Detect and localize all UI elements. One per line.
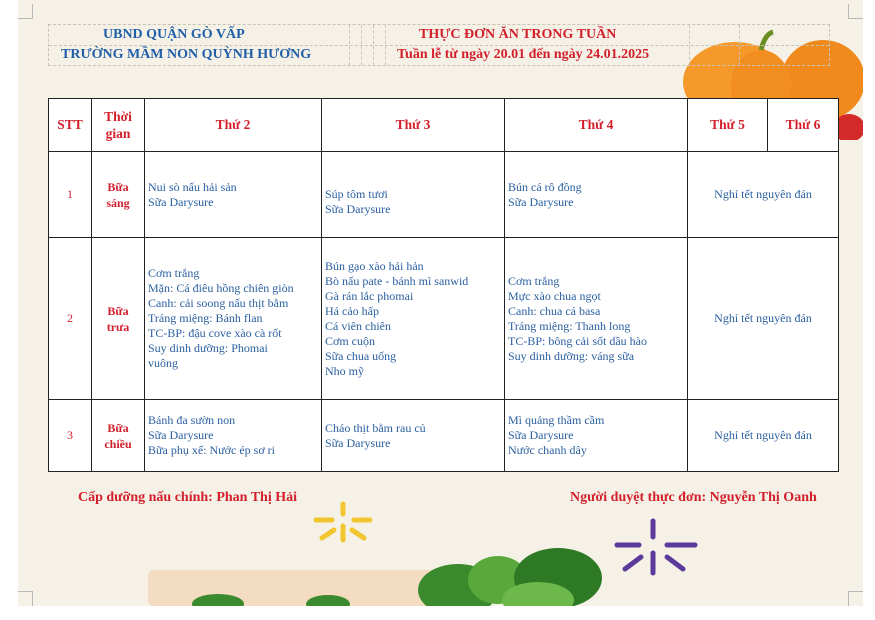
tue-lunch: Bún gạo xào hải hản Bò nấu pate - bánh mì sanwid Gà rán lắc phomai Há cảo hấp Cá viên chiên Cơm cuộn Sữa chua uống Nho mỹ [322, 238, 505, 400]
meal-label: Bữa chiều [92, 400, 145, 472]
mon-breakfast: Nui sò nấu hải sản Sữa Darysure [145, 152, 322, 238]
wed-lunch: Cơm trắng Mực xào chua ngọt Canh: chua cá basa Tráng miệng: Thanh long TC-BP: bông cải sốt dầu hào Suy dinh dưỡng: váng sữa [505, 238, 688, 400]
mon-lunch: Cơm trắng Mặn: Cá điêu hồng chiên giòn Canh: cải soong nấu thịt bằm Tráng miệng: Bánh flan TC-BP: đậu cove xào cà rốt Suy dinh dưỡng: Phomai vuông [145, 238, 322, 400]
meal-label: Bữa sáng [92, 152, 145, 238]
table-row [49, 238, 839, 400]
thu-fri-afternoon: Nghỉ tết nguyên đán [688, 400, 839, 472]
header-thu: Thứ 5 [688, 99, 768, 152]
tue-afternoon: Cháo thịt bằm rau củ Sữa Darysure [322, 400, 505, 472]
row-number: 2 [49, 238, 92, 400]
header-time: Thời gian [92, 99, 145, 152]
header-stt: STT [49, 99, 92, 152]
sparkle-yellow-icon [308, 500, 378, 545]
table-row [49, 152, 839, 238]
row-number: 3 [49, 400, 92, 472]
mon-afternoon: Bánh đa sườn non Sữa Darysure Bữa phụ xế: Nước ép sơ ri [145, 400, 322, 472]
header-fri: Thứ 6 [768, 99, 839, 152]
menu-page [18, 0, 863, 606]
school-name: TRƯỜNG MẦM NON QUỲNH HƯƠNG [61, 47, 312, 62]
header-mon: Thứ 2 [145, 99, 322, 152]
tue-breakfast: Súp tôm tươi Sữa Darysure [322, 152, 505, 238]
week-range: Tuần lễ từ ngày 20.01 đến ngày 24.01.2025 [397, 47, 650, 62]
header-wed: Thứ 4 [505, 99, 688, 152]
vegetables-decoration-icon [18, 540, 863, 606]
weekly-menu-table [48, 98, 839, 472]
district-name: UBND QUẬN GÒ VẤP [103, 27, 245, 42]
meal-label: Bữa trưa [92, 238, 145, 400]
header-box [48, 24, 830, 66]
cook-signature: Cấp dưỡng nấu chính: Phan Thị Hải [78, 490, 297, 505]
row-number: 1 [49, 152, 92, 238]
wed-breakfast: Bún cá rô đồng Sữa Darysure [505, 152, 688, 238]
menu-title: THỰC ĐƠN ĂN TRONG TUẦN [419, 27, 617, 42]
crop-mark [18, 4, 33, 19]
crop-mark [848, 4, 863, 19]
table-row [49, 400, 839, 472]
thu-fri-breakfast: Nghỉ tết nguyên đán [688, 152, 839, 238]
thu-fri-lunch: Nghỉ tết nguyên đán [688, 238, 839, 400]
wed-afternoon: Mì quảng thầm cầm Sữa Darysure Nước chanh dây [505, 400, 688, 472]
header-tue: Thứ 3 [322, 99, 505, 152]
approver-signature: Người duyệt thực đơn: Nguyễn Thị Oanh [570, 490, 817, 505]
table-header-row [49, 99, 839, 152]
